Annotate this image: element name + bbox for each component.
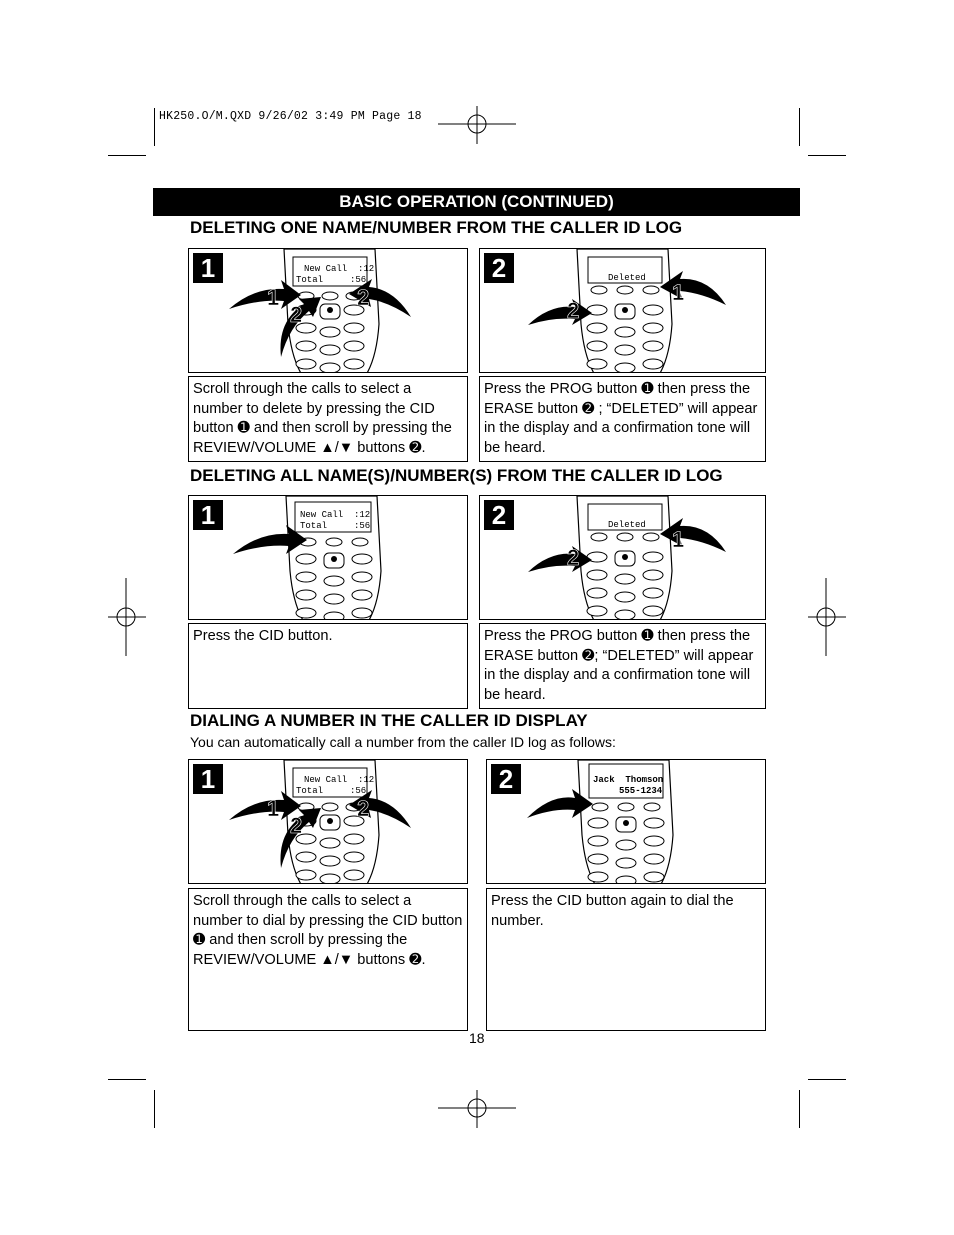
step-illustration (486, 759, 766, 884)
step-number: 1 (193, 253, 223, 283)
step-instruction: Press the PROG button ➊ then press the ERASE button ➋; “DELETED” will appear in the display and a confirmation tone will be heard. (479, 623, 766, 709)
registration-mark-icon (438, 106, 518, 146)
step-instruction: Press the CID button. (188, 623, 468, 709)
step-instruction: Scroll through the calls to select a number to delete by pressing the CID button ➊ and then scroll by pressing the REVIEW/VOLUME ▲/▼ buttons ➋. (188, 376, 468, 462)
step-instruction: Scroll through the calls to select a number to dial by pressing the CID button ➊ and then scroll by pressing the REVIEW/VOLUME ▲/▼ buttons ➋. (188, 888, 468, 1031)
step-illustration (188, 759, 468, 884)
step-illustration (188, 495, 468, 620)
print-slug: HK250.O/M.QXD 9/26/02 3:49 PM Page 18 (159, 110, 422, 123)
section-heading-delete-one: DELETING ONE NAME/NUMBER FROM THE CALLER ID LOG (190, 218, 683, 237)
arrow-number: 2 (290, 302, 303, 327)
lcd-line: New Call :12 (304, 775, 375, 785)
section-banner: BASIC OPERATION (CONTINUED) (153, 188, 800, 216)
crop-mark (808, 155, 846, 156)
dialing-intro: You can automatically call a number from the caller ID log as follows: (190, 734, 616, 750)
page-number: 18 (469, 1030, 485, 1046)
crop-mark (808, 1079, 846, 1080)
lcd-line: Total :56 (296, 786, 367, 796)
registration-mark-icon (808, 578, 848, 658)
crop-mark (108, 155, 146, 156)
step-number: 2 (484, 500, 514, 530)
step-number: 2 (491, 764, 521, 794)
section-heading-dialing: DIALING A NUMBER IN THE CALLER ID DISPLAY (190, 711, 588, 730)
crop-mark (799, 1090, 800, 1128)
registration-mark-icon (438, 1090, 518, 1130)
arrow-number: 2 (357, 285, 370, 310)
lcd-line: Deleted (608, 273, 646, 283)
step-illustration (479, 248, 766, 373)
lcd-line: New Call :12 (304, 264, 375, 274)
lcd-line: 555-1234 (619, 786, 663, 796)
lcd-line: Jack Thomson (593, 775, 664, 785)
registration-mark-icon (108, 578, 148, 658)
handset-icon (286, 496, 381, 620)
crop-mark (108, 1079, 146, 1080)
crop-mark (799, 108, 800, 146)
arrow-number: 2 (567, 545, 580, 570)
arrow-number: 1 (267, 796, 280, 821)
arrow-number: 2 (567, 298, 580, 323)
handset-icon (578, 760, 673, 884)
step-instruction: Press the CID button again to dial the number. (486, 888, 766, 1031)
lcd-line: Deleted (608, 520, 646, 530)
crop-mark (154, 108, 155, 146)
arrow-number: 2 (290, 813, 303, 838)
lcd-line: Total :56 (300, 521, 371, 531)
handset-icon (577, 496, 672, 620)
arrow-number: 1 (672, 527, 685, 552)
handset-icon (577, 249, 672, 373)
step-number: 1 (193, 764, 223, 794)
arrow-number: 1 (672, 280, 685, 305)
crop-mark (154, 1090, 155, 1128)
step-number: 2 (484, 253, 514, 283)
section-heading-delete-all: DELETING ALL NAME(S)/NUMBER(S) FROM THE CALLER ID LOG (190, 466, 723, 485)
step-number: 1 (193, 500, 223, 530)
step-illustration (188, 248, 468, 373)
lcd-line: Total :56 (296, 275, 367, 285)
step-instruction: Press the PROG button ➊ then press the ERASE button ➋ ; “DELETED” will appear in the display and a confirmation tone will be heard. (479, 376, 766, 462)
lcd-line: New Call :12 (300, 510, 371, 520)
arrow-number: 1 (267, 285, 280, 310)
step-illustration (479, 495, 766, 620)
arrow-number: 2 (357, 796, 370, 821)
